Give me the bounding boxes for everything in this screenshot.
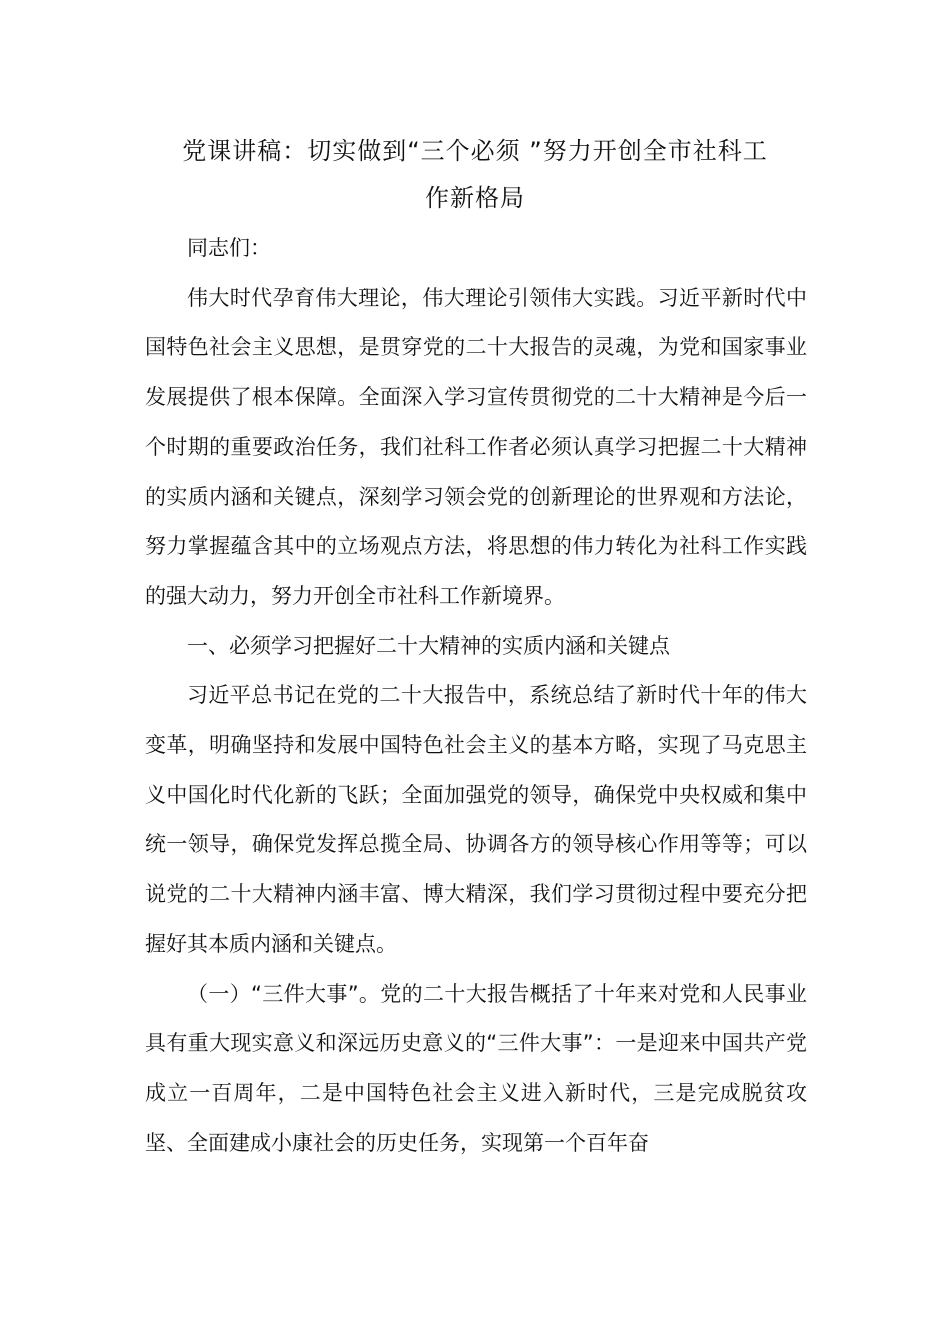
paragraph-section-1: 习近平总书记在党的二十大报告中，系统总结了新时代十年的伟大变革，明确坚持和发展中国特色社会主义的基本方略，实现了马克思主义中国化时代化新的飞跃；全面加强党的领导，确保党中央权威和集中统一领导，确保党发挥总揽全局、协调各方的领导核心作用等等；可以说党的二十大精神内涵丰富、博大精深，我们学习贯彻过程中要充分把握好其本质内涵和关键点。 bbox=[145, 683, 807, 956]
document-title-line-2: 作新格局 bbox=[425, 184, 525, 212]
paragraph-intro: 伟大时代孕育伟大理论，伟大理论引领伟大实践。习近平新时代中国特色社会主义思想，是贯穿党的二十大报告的灵魂，为党和国家事业发展提供了根本保障。全面深入学习宣传贯彻党的二十大精神是今后一个时期的重要政治任务，我们社科工作者必须认真学习把握二十大精神的实质内涵和关键点，深刻学习领会党的创新理论的世界观和方法论，努力掌握蕴含其中的立场观点方法，将思想的伟力转化为社科工作实践的强大动力，努力开创全市社科工作新境界。 bbox=[145, 285, 807, 608]
section-heading-1: 一、必须学习把握好二十大精神的实质内涵和关键点 bbox=[187, 633, 670, 658]
document-body bbox=[145, 224, 807, 1168]
document-title-line-1: 党课讲稿：切实做到“三个必须 ”努力开创全市社科工 bbox=[182, 137, 768, 165]
salutation: 同志们： bbox=[187, 236, 271, 260]
paragraph-subsection-1: （一）“三件大事”。党的二十大报告概括了十年来对党和人民事业具有重大现实意义和深远历史意义的“三件大事”：一是迎来中国共产党成立一百周年，二是中国特色社会主义进入新时代，三是完成脱贫攻坚、全面建成小康社会的历史任务，实现第一个百年奋 bbox=[145, 981, 807, 1155]
